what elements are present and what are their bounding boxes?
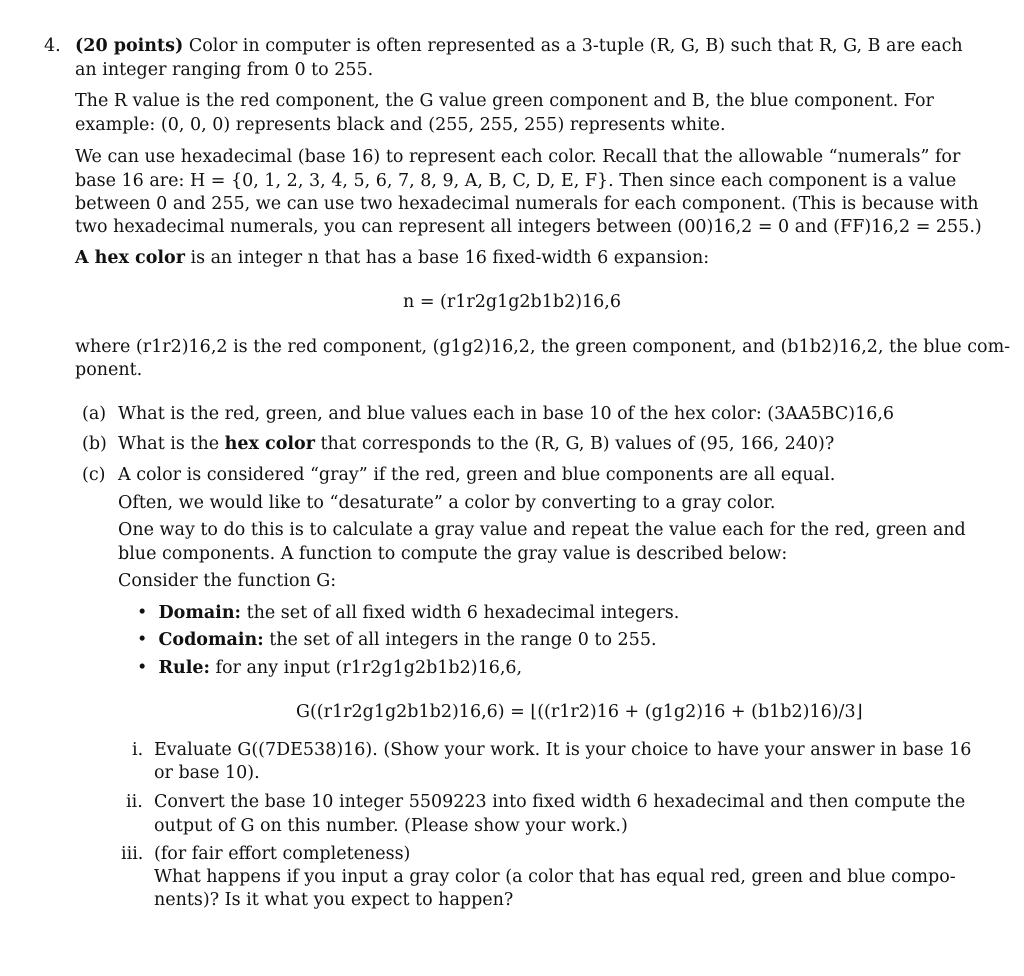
- bullet-codomain: [137, 629, 657, 651]
- part-b-label: (b): [82, 434, 107, 454]
- equation-n: n = (r1r2g1g2b1b2)16,6: [402, 292, 622, 312]
- bullet-dot-icon: •: [137, 630, 148, 650]
- subpart-i-label: i.: [132, 740, 144, 760]
- equation-g: G((r1r2g1g2b1b2)16,6) = ⌊((r1r2)16 + (g1g2)16 + (b1b2)16)/3⌋: [296, 702, 863, 722]
- subpart-iii-line-2: What happens if you input a gray color (a color that has equal red, green and blue compo-: [154, 867, 956, 887]
- problem-intro-line-2: an integer ranging from 0 to 255.: [75, 60, 374, 80]
- bullet-rule: [137, 657, 522, 679]
- part-c-line-1: A color is considered “gray” if the red, green and blue components are all equal.: [118, 465, 836, 485]
- part-c-line-2: Often, we would like to “desaturate” a color by converting to a gray color.: [118, 493, 776, 513]
- bullet-dot-icon: •: [137, 603, 148, 623]
- subpart-ii-line-1: Convert the base 10 integer 5509223 into fixed width 6 hexadecimal and then compute the: [154, 792, 966, 812]
- bullet-codomain-term: Codomain:: [158, 630, 264, 650]
- subpart-i-line-2: or base 10).: [154, 763, 260, 783]
- hex-color-definition-text: is an integer n that has a base 16 fixed-width 6 expansion:: [184, 248, 710, 268]
- part-c-line-4: blue components. A function to compute the gray value is described below:: [118, 544, 788, 564]
- paragraph-2-line-2: example: (0, 0, 0) represents black and (255, 255, 255) represents white.: [75, 115, 726, 135]
- subpart-iii-line-1: (for fair effort completeness): [154, 844, 411, 864]
- part-b-text: [118, 433, 834, 455]
- paragraph-3-line-2: base 16 are: H = {0, 1, 2, 3, 4, 5, 6, 7, 8, 9, A, B, C, D, E, F}. Then since each component is a value: [75, 171, 957, 191]
- part-c-label: (c): [82, 465, 106, 485]
- part-b-pre: What is the: [118, 434, 225, 454]
- paragraph-3-line-1: We can use hexadecimal (base 16) to represent each color. Recall that the allowable “numerals” for: [75, 147, 961, 167]
- part-a-label: (a): [82, 404, 107, 424]
- bullet-rule-text: for any input (r1r2g1g2b1b2)16,6,: [209, 658, 523, 678]
- bullet-domain: [137, 602, 679, 624]
- hex-color-definition: [75, 247, 709, 269]
- hex-color-term: A hex color: [75, 248, 185, 268]
- bullet-domain-term: Domain:: [158, 603, 242, 623]
- part-b-term: hex color: [224, 434, 315, 454]
- problem-intro-line-1: [75, 35, 963, 57]
- bullet-dot-icon: •: [137, 658, 148, 678]
- bullet-domain-text: the set of all fixed width 6 hexadecimal integers.: [241, 603, 680, 623]
- subpart-i-line-1: Evaluate G((7DE538)16). (Show your work. It is your choice to have your answer in base 16: [154, 740, 972, 760]
- bullet-rule-term: Rule:: [158, 658, 210, 678]
- paragraph-2-line-1: The R value is the red component, the G value green component and B, the blue component. For: [75, 91, 934, 111]
- subpart-iii-line-3: nents)? Is it what you expect to happen?: [154, 890, 514, 910]
- paragraph-5-line-1: where (r1r2)16,2 is the red component, (g1g2)16,2, the green component, and (b1b2)16,2, the blue com-: [75, 337, 1011, 357]
- part-b-post: that corresponds to the (R, G, B) values of (95, 166, 240)?: [314, 434, 835, 454]
- paragraph-5-line-2: ponent.: [75, 360, 143, 380]
- subpart-ii-line-2: output of G on this number. (Please show your work.): [154, 816, 628, 836]
- part-c-line-5: Consider the function G:: [118, 571, 337, 591]
- bullet-codomain-text: the set of all integers in the range 0 to 255.: [263, 630, 657, 650]
- intro-text: Color in computer is often represented as a 3-tuple (R, G, B) such that R, G, B are each: [188, 36, 963, 56]
- paragraph-3-line-3: between 0 and 255, we can use two hexadecimal numerals for each component. (This is because with: [75, 194, 979, 214]
- paragraph-3-line-4: two hexadecimal numerals, you can represent all integers between (00)16,2 = 0 and (FF)16,2 = 255.): [75, 217, 982, 237]
- points-label: (20 points): [75, 36, 184, 56]
- problem-number: 4.: [44, 36, 61, 56]
- subpart-ii-label: ii.: [126, 792, 143, 812]
- subpart-iii-label: iii.: [121, 844, 144, 864]
- part-c-line-3: One way to do this is to calculate a gray value and repeat the value each for the red, green and: [118, 520, 966, 540]
- part-a-text: What is the red, green, and blue values each in base 10 of the hex color: (3AA5BC)16,6: [118, 404, 895, 424]
